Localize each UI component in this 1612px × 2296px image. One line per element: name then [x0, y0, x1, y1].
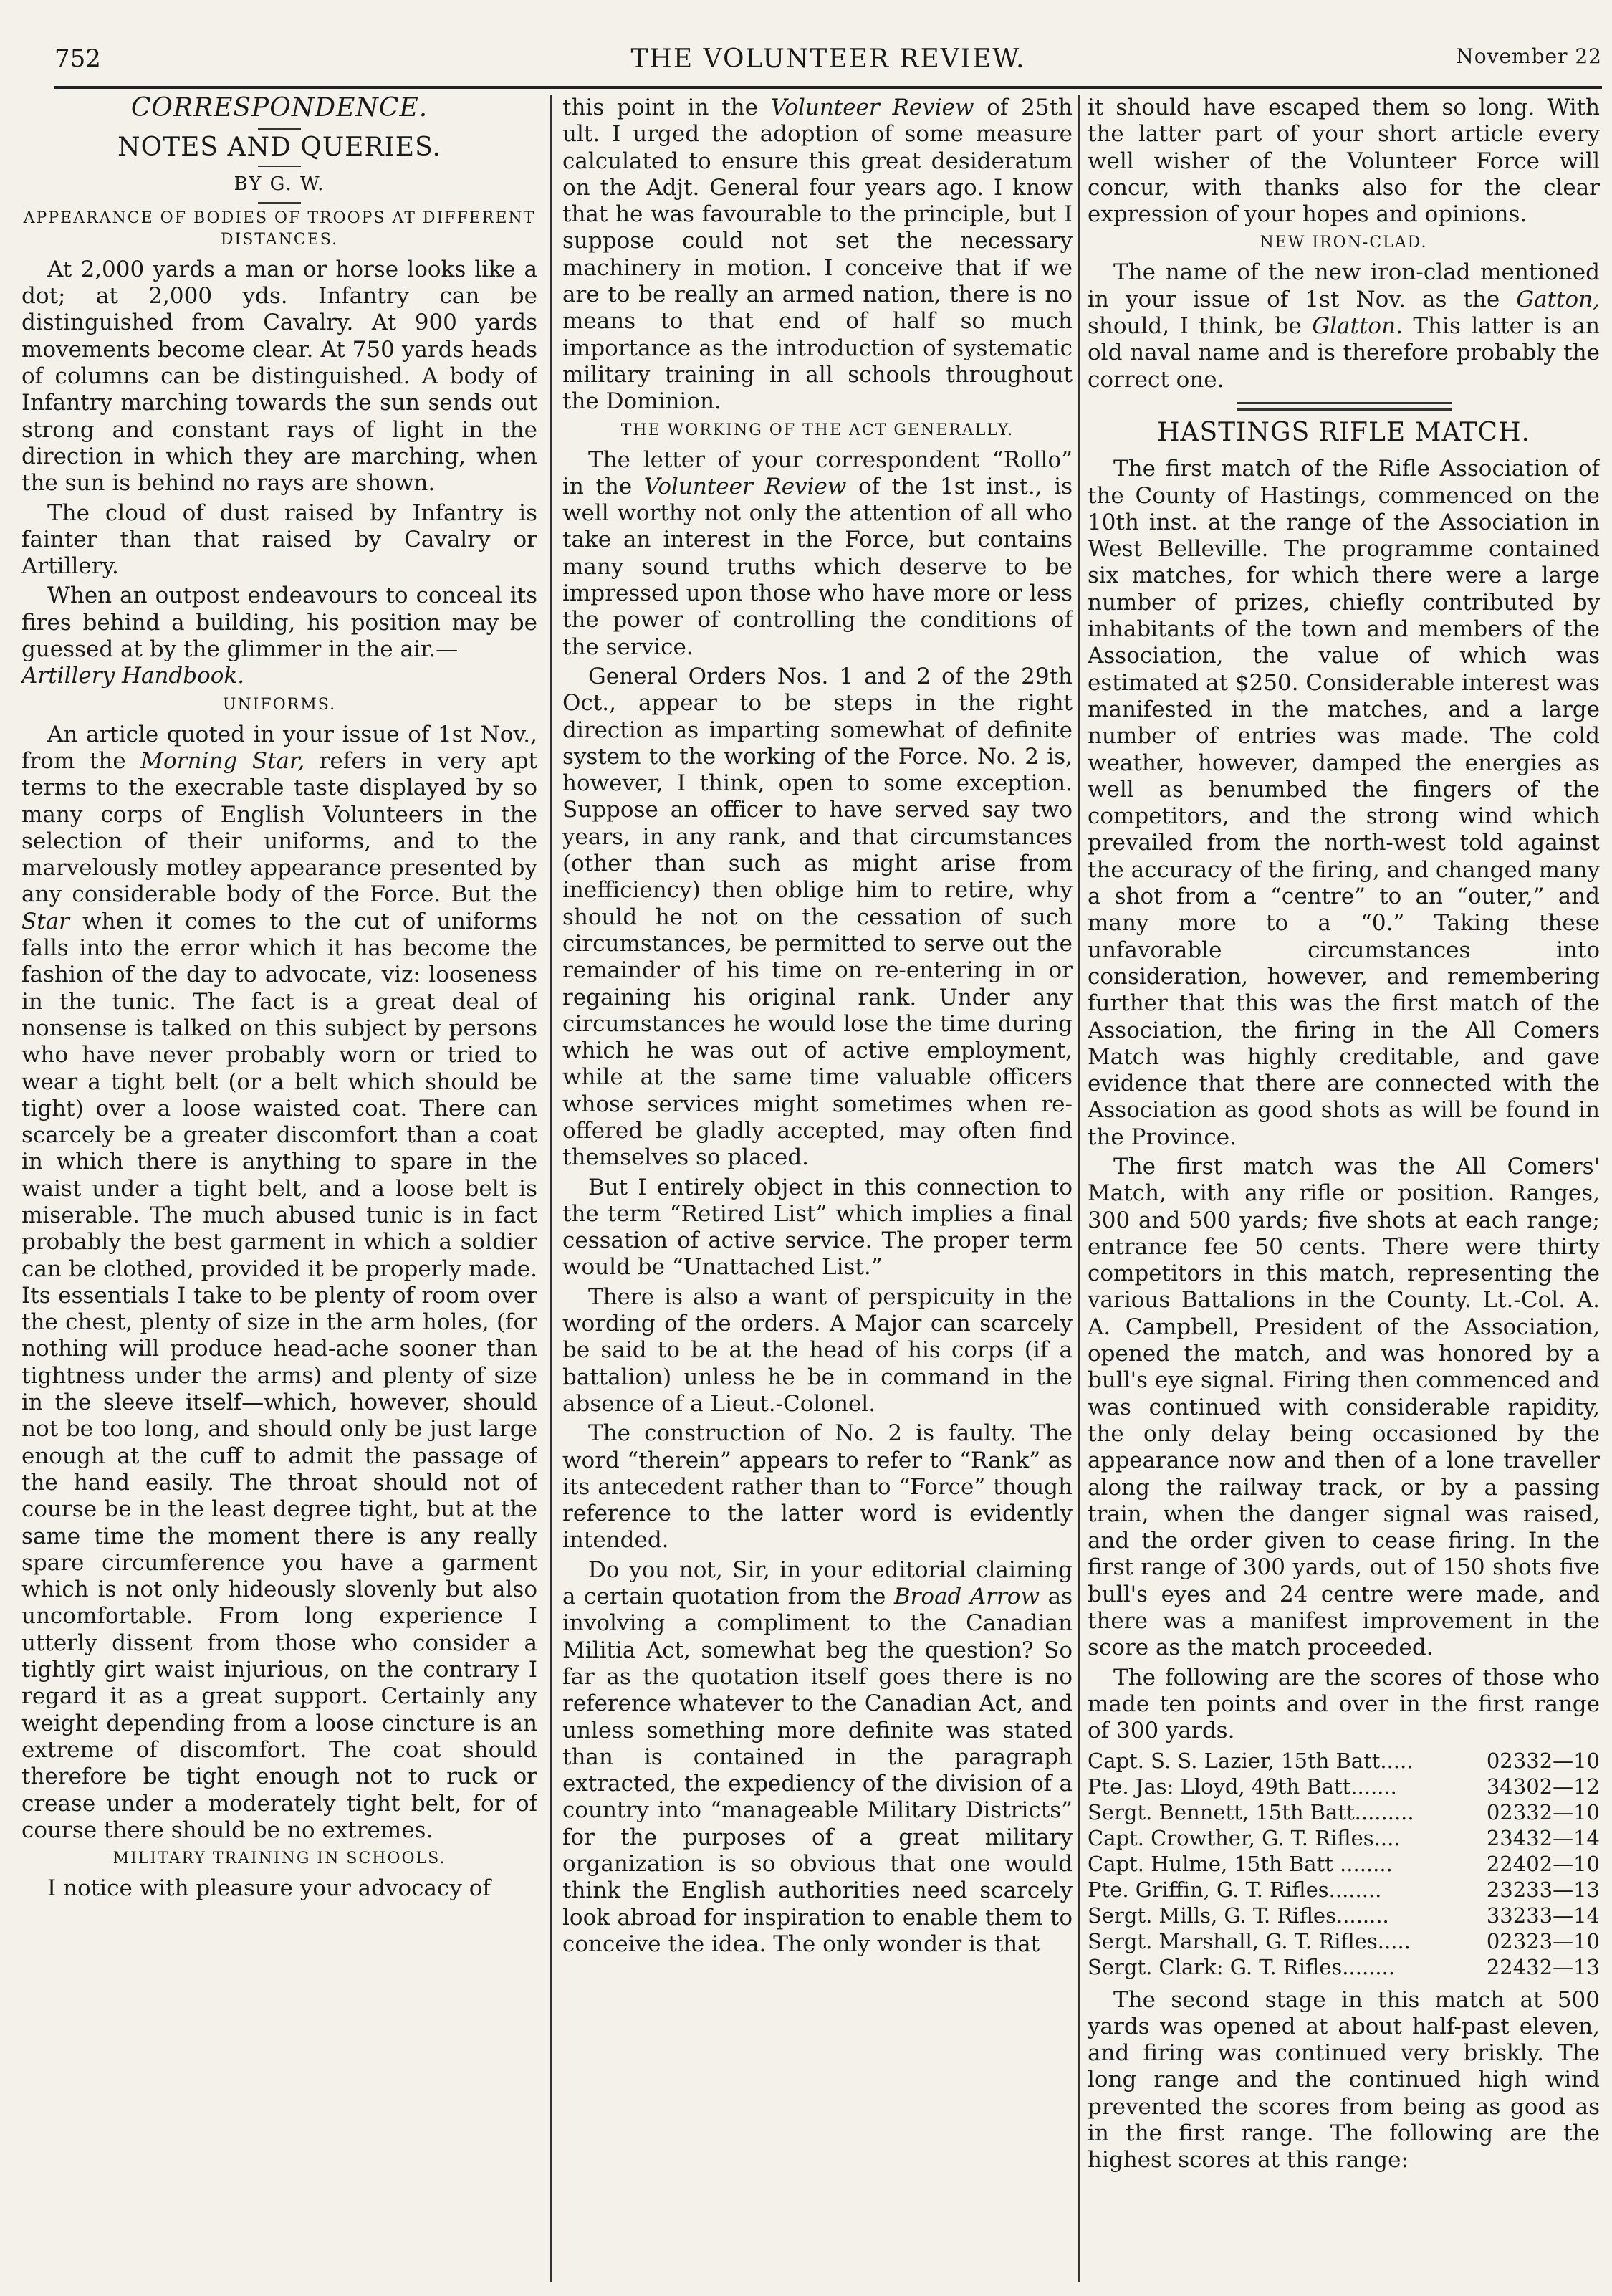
- paragraph: it should have escaped them so long. With the latter part of your short article every well wisher of the Volunteer Force will concur, with thanks also for the clear expression of your hopes and opinions.: [1088, 95, 1600, 228]
- issue-date: November 22: [1456, 44, 1602, 68]
- paragraph: There is also a want of perspicuity in the wording of the orders. A Major can scarcely be said to be at the head of his corps (if a battalion) unless he be in command in the absence of a Lieut.-Colonel.: [562, 1283, 1073, 1417]
- divider: [258, 128, 301, 130]
- score-row: Sergt. Marshall, G. T. Rifles..... 02323—10: [1088, 1928, 1600, 1953]
- subheading: THE WORKING OF THE ACT GENERALLY.: [620, 421, 1014, 439]
- publication-title: THE VOLUNTEER REVIEW.: [630, 44, 1026, 74]
- column-divider: [1078, 95, 1080, 2282]
- score-row: Sergt. Bennett, 15th Batt......... 02332—10: [1088, 1799, 1600, 1824]
- divider: [1237, 402, 1452, 411]
- score-row: Pte. Jas: Lloyd, 49th Batt....... 34302—12: [1088, 1774, 1600, 1799]
- paragraph: The name of the new iron-clad mentioned in your issue of 1st Nov. as the Gatton, should, I think, be Glatton. This latter is an old naval name and is therefore probably the correct one.: [1088, 259, 1600, 393]
- column-divider: [550, 95, 552, 2282]
- score-row: Sergt. Mills, G. T. Rifles........ 33233—14: [1088, 1903, 1600, 1928]
- paragraph: The letter of your correspondent “Rollo” in the Volunteer Review of the 1st inst., is well worthy not only the attention of all who take an interest in the Force, but contains many sound truths which deserve to be impressed upon those who have more or less the power of controlling the conditions of the service.: [562, 446, 1073, 660]
- paragraph: I notice with pleasure your advocacy of: [47, 1875, 491, 1902]
- divider: [258, 166, 301, 167]
- page-header: [54, 44, 1602, 85]
- paragraph: But I entirely object in this connection to the term “Retired List” which implies a final cessation of active service. The proper term would be “Unattached List.”: [562, 1174, 1073, 1281]
- subheading: MILITARY TRAINING IN SCHOOLS.: [112, 1850, 446, 1868]
- paragraph: The first match of the Rifle Association of the County of Hastings, commenced on the 10th inst. at the range of the Association in West Belleville. The programme contained six matches, for which there were a large number of prizes, chiefly contributed by inhabitants of the town and members of the Association, the value of which was estimated at $250. Considerable interest was manifested in the matches, and a large number of entries was made. The cold weather, however, damped the energies as well as benumbed the fingers of the competitors, and the strong wind which prevailed from the north-west told against the accuracy of the firing, and changed many a shot from a “centre” to an “outer,” and many more to a “0.” Taking these unfavorable circumstances into consideration, however, and remembering further that this was the first match of the Association, the firing in the All Comers Match was highly creditable, and gave evidence that there are connected with the Association as good shots as will be found in the Province.: [1088, 456, 1600, 1150]
- page-number: 752: [54, 44, 101, 73]
- paragraph: The cloud of dust raised by Infantry is fainter than that raised by Cavalry or Artillery.: [21, 499, 537, 580]
- paragraph: Do you not, Sir, in your editorial claiming a certain quotation from the Broad Arrow as involving a compliment to the Canadian Militia Act, somewhat beg the question? So far as the quotation itself goes there is no reference whatever to the Canadian Act, and unless something more definite was stated than is contained in the paragraph extracted, the expediency of the division of a country into “manageable Military Districts” for the purposes of a great military organization is so obvious that one would think the English authorities need scarcely look abroad for inspiration to enable them to conceive the idea. The only wonder is that: [562, 1556, 1073, 1957]
- article-title: NOTES AND QUERIES.: [117, 133, 441, 163]
- column-3: [1088, 95, 1600, 2282]
- column-2: [562, 95, 1073, 2282]
- paragraph: The second stage in this match at 500 yards was opened at about half-past eleven, and firing was continued very briskly. The long range and the continued high wind prevented the scores from being as good as in the first range. The following are the highest scores at this range:: [1088, 1986, 1600, 2173]
- source-credit: Artillery Handbook.: [21, 663, 245, 689]
- score-row: Capt. Hulme, 15th Batt ........ 22402—10: [1088, 1851, 1600, 1876]
- header-rule: [54, 86, 1602, 89]
- score-row: Pte. Griffin, G. T. Rifles........ 23233—13: [1088, 1877, 1600, 1902]
- subheading: APPEARANCE OF BODIES OF TROOPS AT DIFFERENT DISTANCES.: [23, 209, 536, 249]
- divider: [258, 202, 301, 204]
- column-1: [21, 95, 537, 2282]
- article-title: HASTINGS RIFLE MATCH.: [1157, 417, 1530, 447]
- score-row: Capt. Crowther, G. T. Rifles.... 23432—14: [1088, 1825, 1600, 1850]
- paragraph: General Orders Nos. 1 and 2 of the 29th Oct., appear to be steps in the right direction as imparting somewhat of definite system to the working of the Force. No. 2 is, however, I think, open to some exception. Suppose an officer to have served say two years, in any rank, and that circumstances (other than such as might arise from inefficiency) then oblige him to retire, why should he not on the cessation of such circumstances, be permitted to serve out the remainder of his time on re-entering in or regaining his original rank. Under any circumstances he would lose the time during which he was out of active employment, while at the same time valuable officers whose services might sometimes when re-offered be gladly accepted, may often find themselves so placed.: [562, 663, 1073, 1171]
- paragraph: The construction of No. 2 is faulty. The word “therein” appears to refer to “Rank” as its antecedent rather than to “Force” though reference to the latter word is evidently intended.: [562, 1420, 1073, 1554]
- paragraph: The first match was the All Comers' Match, with any rifle or position. Ranges, 300 and 500 yards; five shots at each range; entrance fee 50 cents. There were thirty competitors in this match, representing the various Battalions in the County. Lt.-Col. A. A. Campbell, President of the Association, opened the match, and was honored by a bull's eye signal. Firing then commenced and was continued with considerable rapidity, the only delay being occasioned by the appearance now and then of a lone traveller along the railway track, or by a passing train, when the danger signal was raised, and the order given to cease firing. In the first range of 300 yards, out of 150 shots five bull's eyes and 24 centre were made, and there was a manifest improvement in the score as the match proceeded.: [1088, 1153, 1600, 1661]
- byline: BY G. W.: [234, 173, 325, 195]
- paragraph: At 2,000 yards a man or horse looks like a dot; at 2,000 yds. Infantry can be distinguished from Cavalry. At 900 yards movements become clear. At 750 yards heads of columns can be distinguished. A body of Infantry marching towards the sun sends out strong and constant rays of light in the direction in which they are marching, when the sun is behind no rays are shown.: [21, 256, 537, 497]
- paragraph: this point in the Volunteer Review of 25th ult. I urged the adoption of some measure calculated to ensure this great desideratum on the Adjt. General four years ago. I know that he was favourable to the principle, but I suppose could not set the necessary machinery in motion. I conceive that if we are to be really an armed nation, there is no means to that end of half so much importance as the introduction of systematic military training in all schools throughout the Dominion.: [562, 95, 1073, 415]
- score-row: Capt. S. S. Lazier, 15th Batt..... 02332—10: [1088, 1748, 1600, 1773]
- score-row: Sergt. Clark: G. T. Rifles........ 22432—13: [1088, 1954, 1600, 1979]
- section-title: CORRESPONDENCE.: [130, 95, 428, 123]
- paragraph: The following are the scores of those who made ten points and over in the first range of 300 yards.: [1088, 1664, 1600, 1744]
- paragraph: An article quoted in your issue of 1st Nov., from the Morning Star, refers in very apt terms to the execrable taste displayed by so many corps of English Volunteers in the selection of their uniforms, and to the marvelously motley appearance presented by any considerable body of the Force. But the Star when it comes to the cut of uniforms falls into the error which it has become the fashion of the day to advocate, viz: looseness in the tunic. The fact is a great deal of nonsense is talked on this subject by persons who have never probably worn or tried to wear a tight belt (or a belt which should be tight) over a loose waisted coat. There can scarcely be a greater discomfort than a coat in which there is anything to spare in the waist under a tight belt, and a loose belt is miserable. The much abused tunic is in fact probably the best garment in which a soldier can be clothed, provided it be properly made. Its essentials I take to be plenty of room over the chest, plenty of size in the arm holes, (for nothing will produce head-ache sooner than tightness under the arms) and plenty of size in the sleeve itself—which, however, should not be too long, and should only be just large enough at the cuff to admit the passage of the hand easily. The throat should not of course be in the least degree tight, but at the same time the moment there is any really spare circumference you have a garment which is not only hideously slovenly but also uncomfortable. From long experience I utterly dissent from those who consider a tightly girt waist injurious, on the contrary I regard it as a great support. Certainly any weight depending from a loose cincture is an extreme of discomfort. The coat should therefore be tight enough not to ruck or crease under a moderately tight belt, for of course there should be no extremes.: [21, 721, 537, 1843]
- score-list: [1088, 1748, 1600, 1980]
- subheading: UNIFORMS.: [222, 695, 337, 714]
- paragraph: When an outpost endeavours to conceal its fires behind a building, his position may be guessed at by the glimmer in the air.— Artillery Handbook.: [21, 583, 537, 689]
- subheading: NEW IRON-CLAD.: [1260, 234, 1428, 252]
